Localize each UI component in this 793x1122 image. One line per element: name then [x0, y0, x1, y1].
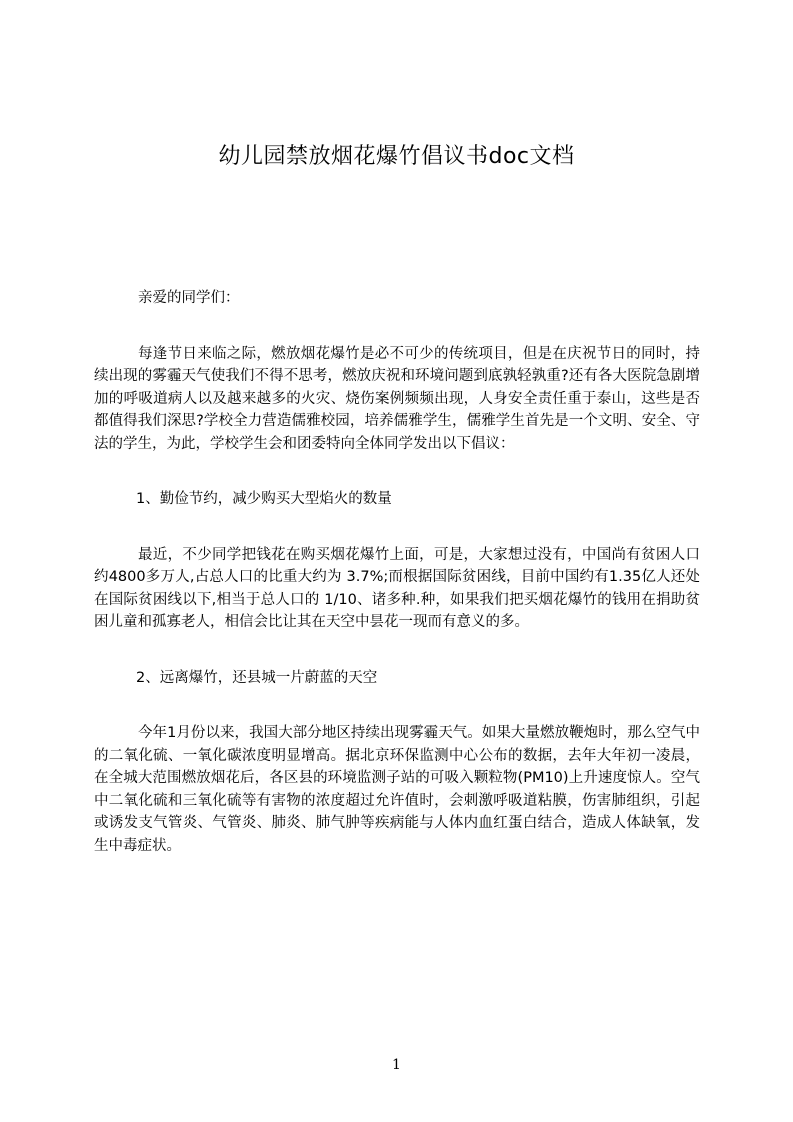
- paragraph-section-2: 今年1月份以来，我国大部分地区持续出现雾霾天气。如果大量燃放鞭炮时，那么空气中的二氧化硫、一氧化碳浓度明显增高。据北京环保监测中心公布的数据，去年大年初一凌晨，在全城大范围燃放烟花后，各区县的环境监测子站的可吸入颗粒物(PM10)上升速度惊人。空气中二氧化硫和三氧化硫等有害物的浓度超过允许值时，会刺激呼吸道粘膜，伤害肺组织，引起或诱发支气管炎、气管炎、肺炎、肺气肿等疾病能与人体内血红蛋白结合，造成人体缺氧，发生中毒症状。: [94, 725, 700, 854]
- document-body: [94, 287, 700, 890]
- paragraph-section-1: 最近，不少同学把钱花在购买烟花爆竹上面，可是，大家想过没有，中国尚有贫困人口约4800多万人,占总人口的比重大约为 3.7%;而根据国际贫困线，目前中国约有1.35亿人还处在国际贫困线以下,相当于总人口的 1/10、诸多种.种，如果我们把买烟花爆竹的钱用在捐助贫困儿童和孤寡老人，相信会比让其在天空中昙花一现而有意义的多。: [94, 546, 700, 630]
- section-heading-1: 1、勤俭节约，减少购买大型焰火的数量: [136, 491, 392, 507]
- section-heading-2: 2、远离爆竹，还县城一片蔚蓝的天空: [136, 669, 378, 686]
- page-number: 1: [392, 1057, 401, 1073]
- document-title: 幼儿园禁放烟花爆竹倡议书doc文档: [218, 144, 575, 169]
- paragraph-intro: 每逢节日来临之际，燃放烟花爆竹是必不可少的传统项目，但是在庆祝节日的同时，持续出现的雾霾天气使我们不得不思考，燃放庆祝和环境问题到底孰轻孰重?还有各大医院急剧增加的呼吸道病人以及越来越多的火灾、烧伤案例频频出现，人身安全责任重于泰山，这些是否都值得我们深思?学校全力营造儒雅校园，培养儒雅学生，儒雅学生首先是一个文明、安全、守法的学生，为此，学校学生会和团委特向全体同学发出以下倡议：: [94, 345, 700, 452]
- salutation: 亲爱的同学们：: [138, 290, 240, 306]
